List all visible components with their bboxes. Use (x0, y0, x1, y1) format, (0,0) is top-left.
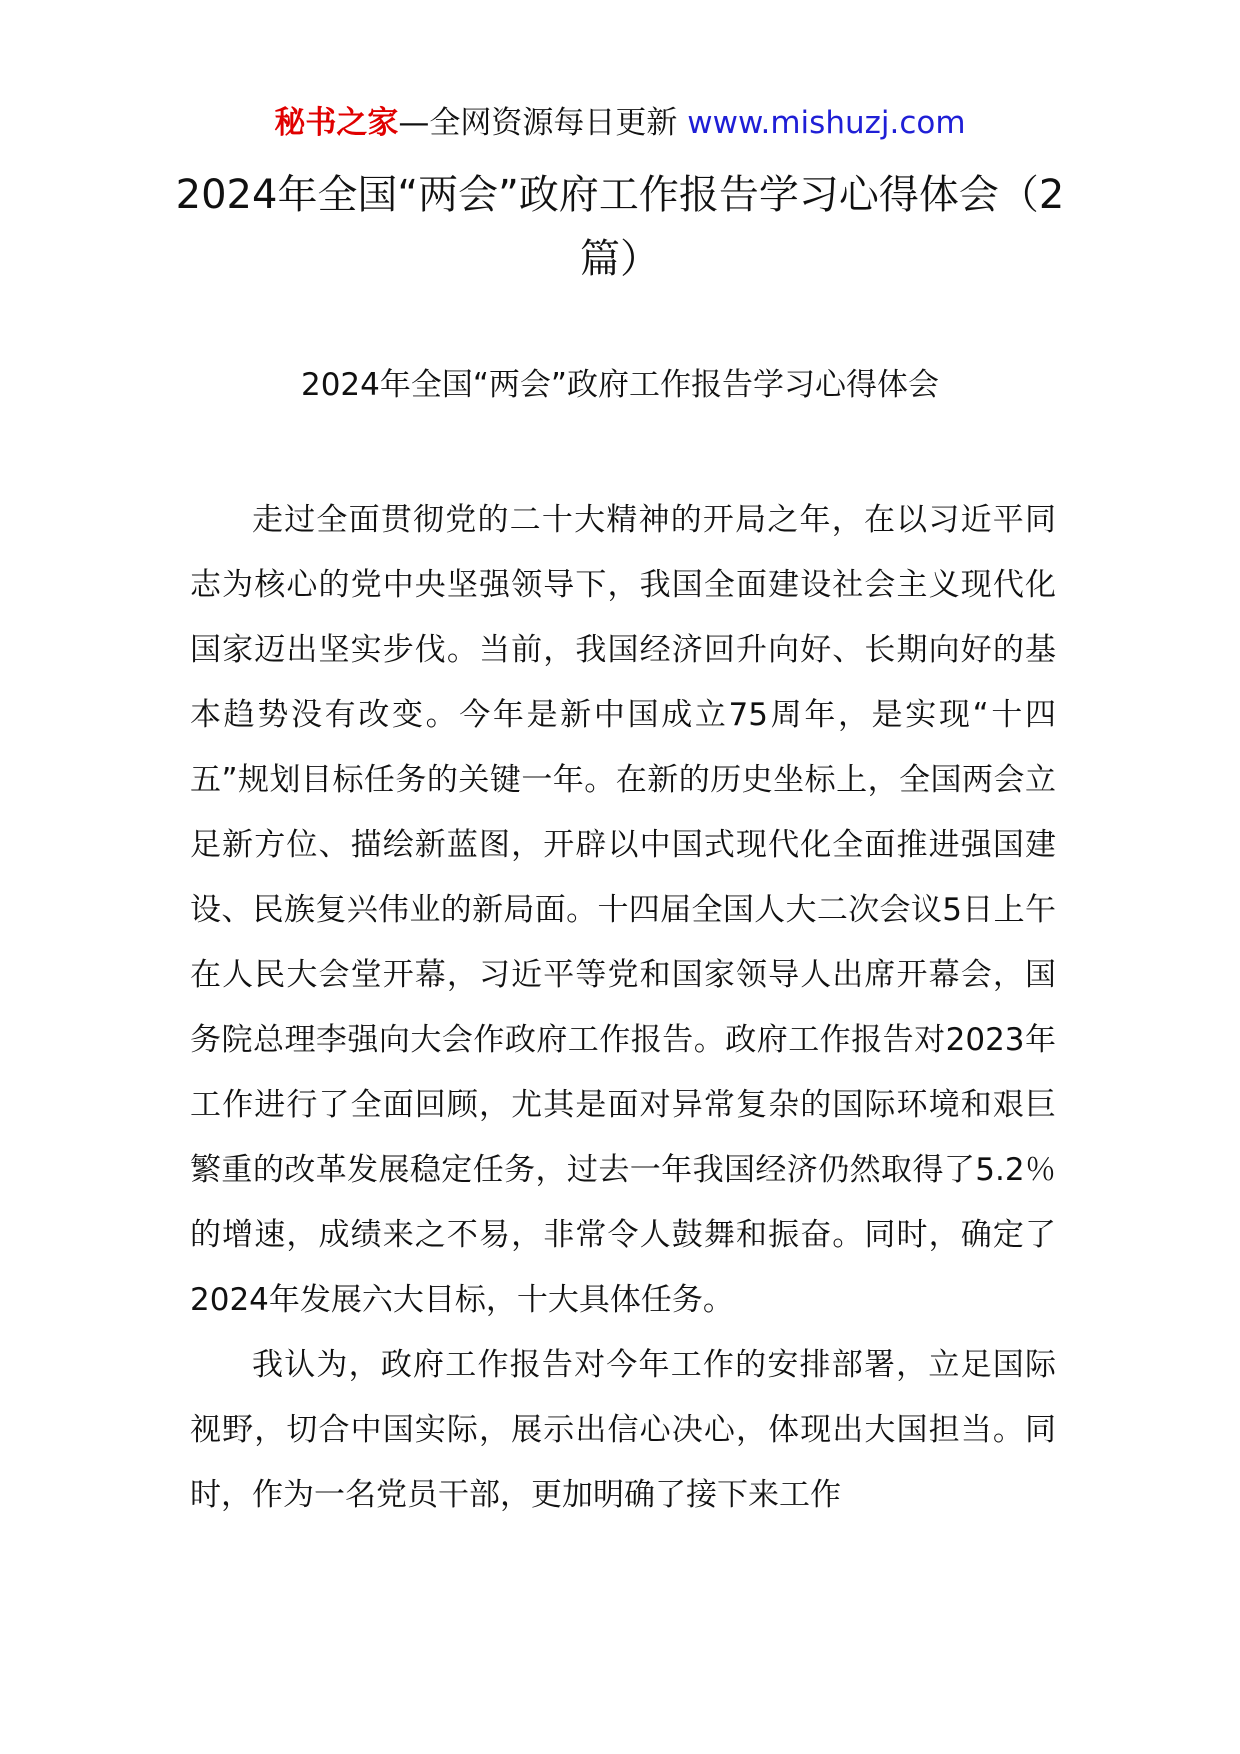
paragraph: 走过全面贯彻党的二十大精神的开局之年，在以习近平同志为核心的党中央坚强领导下，我国全面建设社会主义现代化国家迈出坚实步伐。当前，我国经济回升向好、长期向好的基本趋势没有改变。今年是新中国成立75周年，是实现“十四五”规划目标任务的关键一年。在新的历史坐标上，全国两会立足新方位、描绘新蓝图，开辟以中国式现代化全面推进强国建设、民族复兴伟业的新局面。十四届全国人大二次会议5日上午在人民大会堂开幕，习近平等党和国家领导人出席开幕会，国务院总理李强向大会作政府工作报告。政府工作报告对2023年工作进行了全面回顾，尤其是面对异常复杂的国际环境和艰巨繁重的改革发展稳定任务，过去一年我国经济仍然取得了5.2％的增速，成绩来之不易，非常令人鼓舞和振奋。同时，确定了2024年发展六大目标，十大具体任务。 (190, 502, 1056, 1318)
paragraph: 我认为，政府工作报告对今年工作的安排部署，立足国际视野，切合中国实际，展示出信心决心，体现出大国担当。同时，作为一名党员干部，更加明确了接下来工作 (190, 1347, 1056, 1513)
banner-slogan: —全网资源每日更新 (398, 105, 678, 141)
document-body (190, 488, 1056, 1528)
brand-name: 秘书之家 (274, 105, 399, 141)
site-banner (0, 100, 1240, 146)
document-title: 2024年全国“两会”政府工作报告学习心得体会（2篇） (175, 172, 1065, 282)
section-title: 2024年全国“两会”政府工作报告学习心得体会 (300, 367, 939, 403)
website-link[interactable]: www.mishuzj.com (687, 105, 966, 141)
